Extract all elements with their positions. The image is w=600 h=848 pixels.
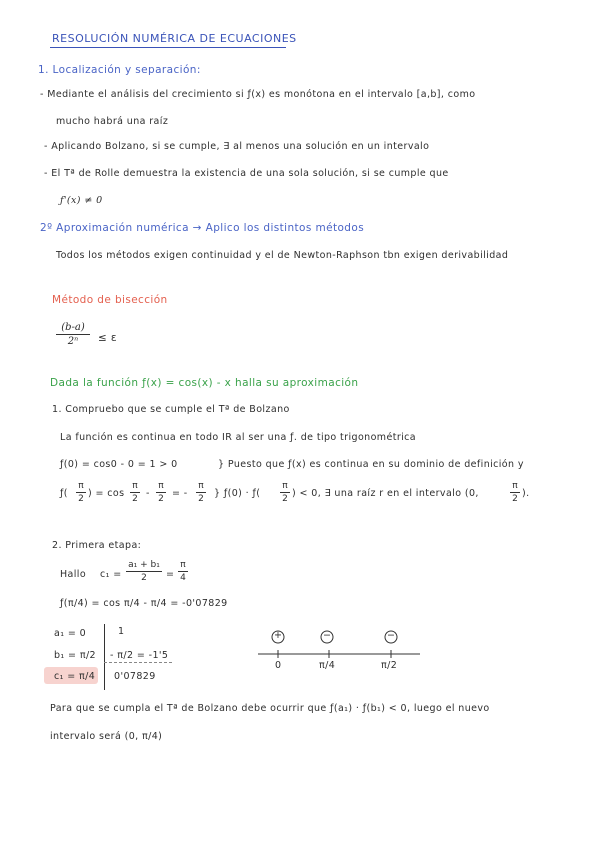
example-fpi2-conclusion-b: ) < 0, ∃ una raíz r en el intervalo (0, xyxy=(292,488,479,499)
section1-bullet3-line2: ƒ'(x) ≠ 0 xyxy=(60,195,103,206)
table-a1: a₁ = 0 xyxy=(54,628,87,639)
section1-bullet2: - Aplicando Bolzano, si se cumple, ∃ al menos una solución en un intervalo xyxy=(44,141,430,152)
example-continuity: La función es continua en todo IR al ser una ƒ. de tipo trigonométrica xyxy=(60,432,417,443)
example-heading: Dada la función ƒ(x) = cos(x) - x halla su aproximación xyxy=(50,377,359,389)
sign-2: − xyxy=(387,630,396,641)
tick-label-1: π/4 xyxy=(319,660,336,671)
example-f0-conclusion: } Puesto que ƒ(x) es continua en su dominio de definición y xyxy=(218,459,524,470)
section2-heading: 2º Aproximación numérica → Aplico los distintos métodos xyxy=(40,222,365,234)
sign-0: + xyxy=(274,630,283,641)
example-fpi2-sub: π 2 xyxy=(156,481,166,504)
step2-fc1: ƒ(π/4) = cos π/4 - π/4 = -0'07829 xyxy=(60,598,228,609)
biseccion-heading: Método de bisección xyxy=(52,294,168,306)
step2-heading: 2. Primera etapa: xyxy=(52,540,142,551)
conclusion-line1: Para que se cumpla el Tª de Bolzano debe ocurrir que ƒ(a₁) · ƒ(b₁) < 0, luego el nuevo xyxy=(50,703,490,714)
biseccion-numerator: (b-a) xyxy=(61,322,85,333)
step2-c1-label: c₁ = xyxy=(100,569,122,580)
step2-c1-eq: = xyxy=(166,569,175,580)
step2-c1-fraction: a₁ + b₁ 2 xyxy=(126,560,162,583)
example-fpi2-conclusion-arg: π 2 xyxy=(280,481,290,504)
section1-bullet1-line2: mucho habrá una raíz xyxy=(56,116,169,127)
section1-bullet3-line1: - El Tª de Rolle demuestra la existencia de una sola solución, si se cumple que xyxy=(44,168,449,179)
tick-label-0: 0 xyxy=(275,660,282,671)
sign-1: − xyxy=(323,630,332,641)
example-fpi2-lhs: ƒ( xyxy=(60,488,68,499)
section2-note: Todos los métodos exigen continuidad y el de Newton-Raphson tbn exigen derivabilidad xyxy=(56,250,509,261)
table-c1: c₁ = π/4 xyxy=(54,671,96,682)
biseccion-condition: ≤ ε xyxy=(98,332,118,344)
example-fpi2-conclusion-a: } ƒ(0) · ƒ( xyxy=(214,488,261,499)
section1-bullet1-line1: - Mediante el análisis del crecimiento si ƒ(x) es monótona en el intervalo [a,b], como xyxy=(40,89,476,100)
table-b1-value: - π/2 = -1'5 xyxy=(110,650,169,661)
table-c1-value: 0'07829 xyxy=(114,671,156,682)
example-fpi2-value: π 2 xyxy=(196,481,206,504)
table-a1-value: 1 xyxy=(118,626,125,637)
step2-c1-result: π 4 xyxy=(178,560,188,583)
example-f0: ƒ(0) = cos0 - 0 = 1 > 0 xyxy=(60,459,178,470)
table-b1: b₁ = π/2 xyxy=(54,650,97,661)
example-fpi2-conclusion-c: ). xyxy=(522,488,530,499)
example-fpi2-rhs: = - xyxy=(172,488,188,499)
step2-halla: Hallo xyxy=(60,569,87,580)
example-step1: 1. Compruebo que se cumple el Tª de Bolzano xyxy=(52,404,290,415)
example-fpi2-arg: π 2 xyxy=(76,481,86,504)
example-fpi2-minus: - xyxy=(146,488,150,499)
page-title: RESOLUCIÓN NUMÉRICA DE ECUACIONES xyxy=(52,32,297,45)
example-fpi2-mid: ) = cos xyxy=(88,488,125,499)
conclusion-line2: intervalo será (0, π/4) xyxy=(50,731,163,742)
example-fpi2-interval-end: π 2 xyxy=(510,481,520,504)
example-fpi2-cosarg: π 2 xyxy=(130,481,140,504)
section1-heading: 1. Localización y separación: xyxy=(38,64,201,76)
biseccion-denominator: 2ⁿ xyxy=(67,336,79,347)
tick-label-2: π/2 xyxy=(381,660,398,671)
